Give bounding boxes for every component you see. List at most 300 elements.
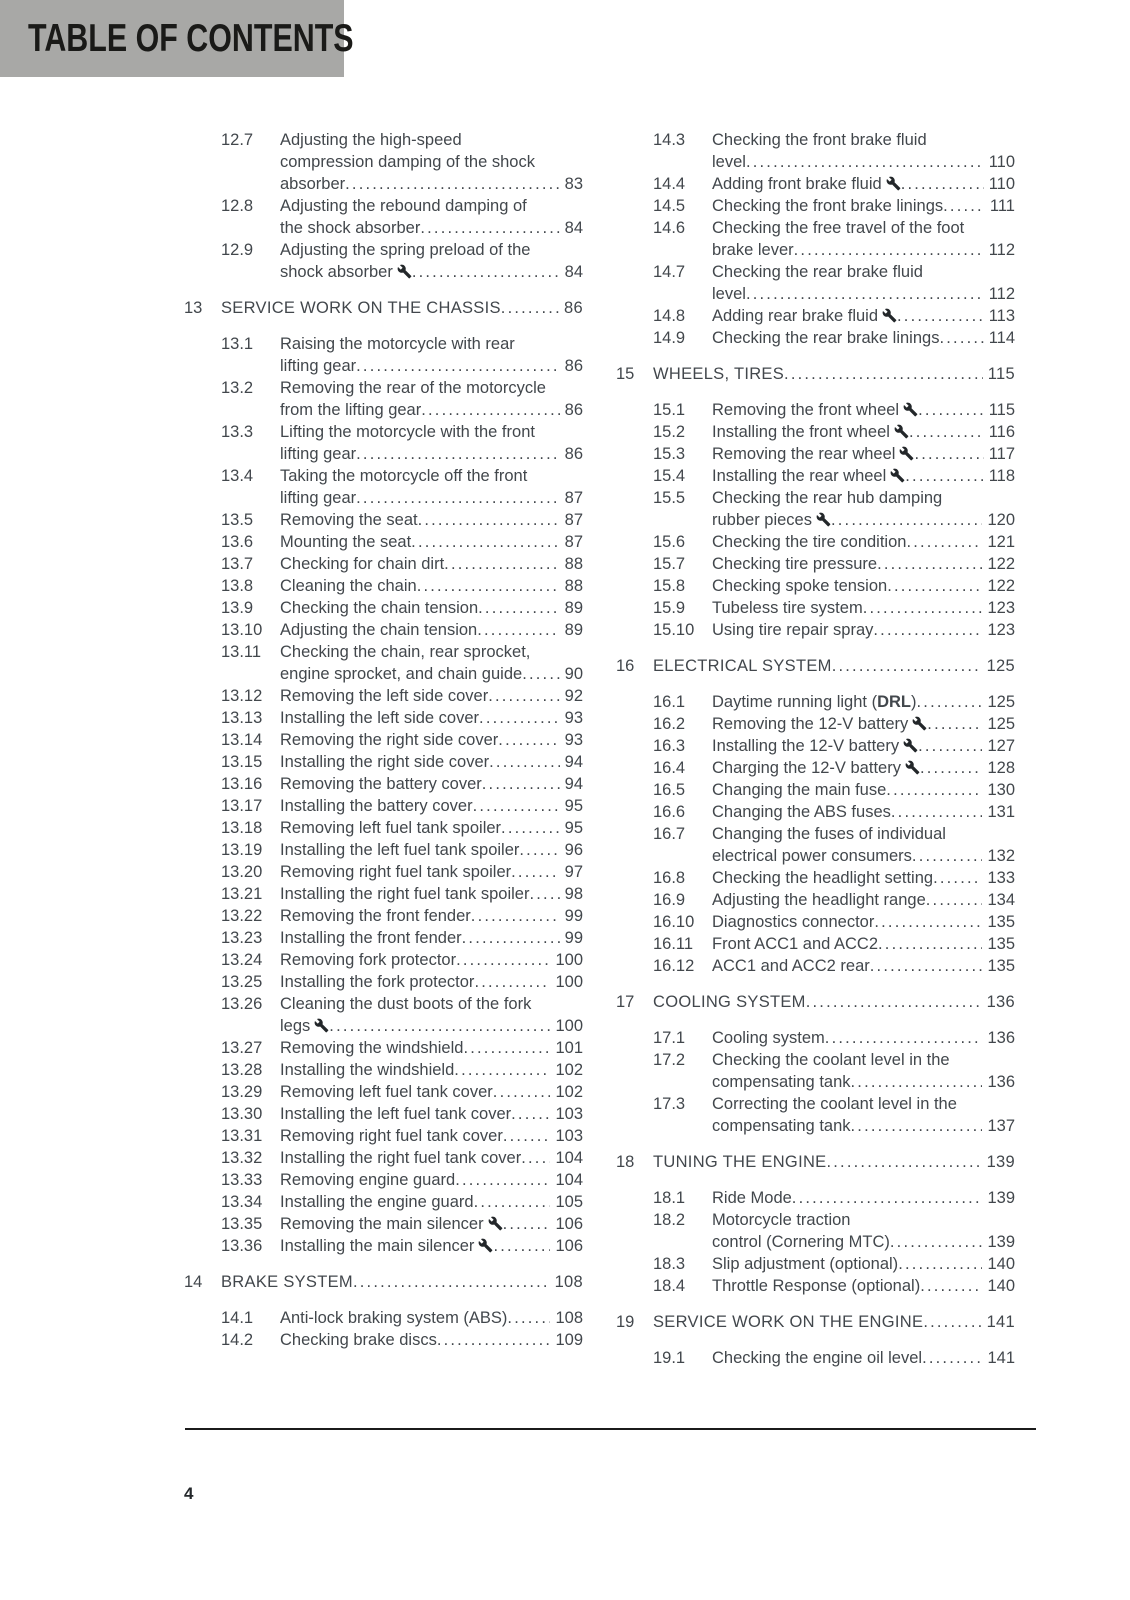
leader-dots bbox=[444, 553, 559, 575]
leader-dots bbox=[474, 1191, 551, 1213]
entry-body bbox=[280, 685, 583, 707]
wrench-icon bbox=[882, 308, 897, 323]
toc-entry bbox=[653, 1027, 1015, 1049]
leader-dots bbox=[437, 1329, 551, 1351]
section-number: 13.36 bbox=[221, 1237, 263, 1255]
toc-entry-line bbox=[712, 1253, 1015, 1275]
page-number: 136 bbox=[987, 1073, 1015, 1091]
entry-body bbox=[280, 993, 583, 1037]
entry-body bbox=[280, 377, 583, 421]
page-number: 137 bbox=[987, 1117, 1015, 1135]
entry-title: Checking the rear brake linings bbox=[712, 329, 940, 347]
entry-title-line: Checking the coolant level in the bbox=[712, 1051, 950, 1069]
page-number: 114 bbox=[988, 329, 1015, 347]
wrench-icon bbox=[894, 424, 909, 439]
page-number: 109 bbox=[555, 1331, 583, 1349]
section-number: 13.28 bbox=[221, 1061, 263, 1079]
entry-title-line: Adjusting the high-speed bbox=[280, 131, 462, 149]
leader-dots bbox=[473, 795, 560, 817]
leader-dots bbox=[477, 619, 559, 641]
entry-body bbox=[712, 1275, 1015, 1297]
toc-entry-line bbox=[712, 1187, 1015, 1209]
entry-title: Installing the front wheel bbox=[712, 421, 909, 443]
leader-dots bbox=[498, 729, 559, 751]
wrench-icon bbox=[478, 1238, 493, 1253]
entry-title: shock absorber bbox=[280, 261, 412, 283]
toc-entry-line bbox=[712, 619, 1015, 641]
page-number: 104 bbox=[555, 1171, 583, 1189]
wrench-icon bbox=[488, 1216, 503, 1231]
leader-dots bbox=[784, 363, 983, 385]
chapter-number: 14 bbox=[184, 1273, 203, 1291]
entry-title: Removing the seat bbox=[280, 511, 418, 529]
toc-entry-line bbox=[712, 691, 1015, 713]
entry-title: Removing left fuel tank spoiler bbox=[280, 819, 502, 837]
toc-entry-line bbox=[280, 773, 583, 795]
toc-entry-line bbox=[280, 663, 583, 685]
leader-dots bbox=[521, 1147, 550, 1169]
section-number: 12.9 bbox=[221, 241, 254, 259]
leader-dots bbox=[920, 757, 983, 779]
entry-title: Removing the left side cover bbox=[280, 687, 489, 705]
entry-body bbox=[280, 509, 583, 531]
toc-entry-line bbox=[280, 905, 583, 927]
chapter-title: TUNING THE ENGINE bbox=[653, 1153, 827, 1171]
leader-dots bbox=[519, 839, 559, 861]
entry-body bbox=[280, 575, 583, 597]
page-number: 139 bbox=[986, 1153, 1015, 1171]
toc-entry-line bbox=[712, 239, 1015, 261]
wrench-icon bbox=[397, 264, 412, 279]
entry-title: Installing the left fuel tank cover bbox=[280, 1105, 512, 1123]
page-number: 110 bbox=[988, 153, 1015, 171]
entry-body bbox=[280, 1235, 583, 1257]
leader-dots bbox=[420, 217, 559, 239]
section-number: 16.2 bbox=[653, 715, 686, 733]
entry-body bbox=[712, 1049, 1015, 1093]
page-number: 141 bbox=[987, 1349, 1015, 1367]
leader-dots bbox=[926, 889, 983, 911]
leader-dots bbox=[863, 597, 983, 619]
leader-dots bbox=[471, 905, 560, 927]
page-number: 135 bbox=[987, 913, 1015, 931]
toc-entry bbox=[653, 933, 1015, 955]
leader-dots bbox=[873, 619, 982, 641]
section-number: 13.5 bbox=[221, 511, 254, 529]
toc-entry bbox=[653, 867, 1015, 889]
entry-title: Checking the chain tension bbox=[280, 599, 479, 617]
entry-body bbox=[280, 195, 583, 239]
page-number: 123 bbox=[987, 621, 1015, 639]
leader-dots bbox=[356, 443, 560, 465]
page-number: 87 bbox=[564, 489, 583, 507]
entry-body bbox=[280, 1307, 583, 1329]
toc-entry-line bbox=[280, 399, 583, 421]
entry-title: Removing engine guard bbox=[280, 1171, 456, 1189]
toc-entry-line bbox=[712, 151, 1015, 173]
toc-entry-line bbox=[712, 597, 1015, 619]
toc-entry-line bbox=[712, 1275, 1015, 1297]
toc-column-right bbox=[616, 129, 1015, 1369]
toc-entry bbox=[221, 1147, 583, 1169]
toc-entry bbox=[221, 1169, 583, 1191]
entry-body bbox=[712, 443, 1015, 465]
entry-body bbox=[712, 757, 1015, 779]
entry-title: Removing the 12-V battery bbox=[712, 713, 927, 735]
section-number: 13.15 bbox=[221, 753, 263, 771]
entry-title: Removing left fuel tank cover bbox=[280, 1083, 493, 1101]
section-number: 13.14 bbox=[221, 731, 263, 749]
toc-entry-line bbox=[280, 1081, 583, 1103]
toc-chapter bbox=[616, 1151, 1015, 1173]
toc-entry bbox=[653, 619, 1015, 641]
toc-entry bbox=[653, 735, 1015, 757]
section-number: 16.4 bbox=[653, 759, 686, 777]
page-number: 125 bbox=[986, 657, 1015, 675]
page-number: 111 bbox=[989, 197, 1015, 215]
section-number: 13.19 bbox=[221, 841, 263, 859]
leader-dots bbox=[482, 773, 560, 795]
leader-dots bbox=[462, 927, 560, 949]
section-number: 17.2 bbox=[653, 1051, 686, 1069]
entry-body bbox=[712, 1093, 1015, 1137]
section-number: 13.24 bbox=[221, 951, 263, 969]
page-number: 135 bbox=[987, 957, 1015, 975]
leader-dots bbox=[522, 663, 559, 685]
entry-title: lifting gear bbox=[280, 489, 357, 507]
toc-entry-line bbox=[280, 443, 583, 465]
entry-title: Slip adjustment (optional) bbox=[712, 1255, 899, 1273]
section-number: 14.7 bbox=[653, 263, 686, 281]
page-number: 89 bbox=[564, 599, 583, 617]
toc-entry-line bbox=[712, 305, 1015, 327]
toc-entry bbox=[221, 685, 583, 707]
toc-entry bbox=[221, 949, 583, 971]
entry-body bbox=[280, 1125, 583, 1147]
entry-title: electrical power consumers bbox=[712, 847, 912, 865]
entry-title-line: Adjusting the spring preload of the bbox=[280, 241, 531, 259]
entry-title: Installing the right side cover bbox=[280, 753, 490, 771]
page-number: 93 bbox=[564, 731, 583, 749]
page-number: 94 bbox=[564, 753, 583, 771]
leader-dots bbox=[912, 845, 983, 867]
entry-title: Adjusting the chain tension bbox=[280, 621, 478, 639]
page-number: 100 bbox=[555, 1017, 583, 1035]
entry-title: Charging the 12-V battery bbox=[712, 757, 920, 779]
page-number: 125 bbox=[987, 693, 1015, 711]
entry-title: Daytime running light (DRL) bbox=[712, 693, 917, 711]
leader-dots bbox=[874, 911, 982, 933]
page-number: 131 bbox=[987, 803, 1015, 821]
toc-entry bbox=[221, 927, 583, 949]
entry-body bbox=[280, 1059, 583, 1081]
wrench-icon bbox=[314, 1018, 329, 1033]
entry-body bbox=[280, 1191, 583, 1213]
entry-body bbox=[712, 889, 1015, 911]
page-number: 120 bbox=[987, 511, 1015, 529]
toc-entry-line bbox=[712, 327, 1015, 349]
entry-body bbox=[712, 553, 1015, 575]
toc-entry-line bbox=[712, 867, 1015, 889]
entry-body bbox=[280, 553, 583, 575]
leader-dots bbox=[927, 713, 982, 735]
leader-dots bbox=[918, 399, 984, 421]
page-number: 102 bbox=[555, 1083, 583, 1101]
toc-entry bbox=[221, 129, 583, 195]
toc-entry-line bbox=[712, 173, 1015, 195]
page-number: 112 bbox=[988, 285, 1015, 303]
toc-entry-line bbox=[712, 801, 1015, 823]
page-number: 108 bbox=[555, 1309, 583, 1327]
toc-entry bbox=[653, 531, 1015, 553]
toc-entry-line bbox=[280, 1037, 583, 1059]
page-header bbox=[0, 0, 354, 77]
entry-title: Installing the engine guard bbox=[280, 1193, 474, 1211]
toc-entry-line bbox=[280, 927, 583, 949]
page-number: 106 bbox=[555, 1215, 583, 1233]
page-number: 139 bbox=[987, 1233, 1015, 1251]
section-number: 18.2 bbox=[653, 1211, 686, 1229]
section-number: 15.1 bbox=[653, 401, 686, 419]
page-number: 128 bbox=[987, 759, 1015, 777]
toc-entry-line bbox=[280, 707, 583, 729]
section-number: 18.3 bbox=[653, 1255, 686, 1273]
section-number: 19.1 bbox=[653, 1349, 686, 1367]
toc-entry bbox=[221, 707, 583, 729]
entry-title: Ride Mode bbox=[712, 1189, 792, 1207]
entry-body bbox=[280, 927, 583, 949]
toc-entry bbox=[221, 531, 583, 553]
leader-dots bbox=[914, 443, 983, 465]
entry-title: Installing the left side cover bbox=[280, 709, 480, 727]
toc-entry bbox=[653, 801, 1015, 823]
entry-title-line: Correcting the coolant level in the bbox=[712, 1095, 957, 1113]
section-number: 14.2 bbox=[221, 1331, 254, 1349]
entry-title: Installing the 12-V battery bbox=[712, 735, 918, 757]
page-number: 93 bbox=[564, 709, 583, 727]
section-number: 14.1 bbox=[221, 1309, 254, 1327]
entry-body bbox=[280, 129, 583, 195]
entry-title: Checking the engine oil level bbox=[712, 1349, 923, 1367]
section-number: 13.4 bbox=[221, 467, 254, 485]
entry-body bbox=[712, 399, 1015, 421]
leader-dots bbox=[920, 1275, 982, 1297]
entry-body bbox=[712, 955, 1015, 977]
page-number: 86 bbox=[564, 357, 583, 375]
entry-title: Removing the battery cover bbox=[280, 775, 482, 793]
page-number: 97 bbox=[564, 863, 583, 881]
section-number: 13.35 bbox=[221, 1215, 263, 1233]
entry-title: Throttle Response (optional) bbox=[712, 1277, 921, 1295]
toc-entry-line bbox=[653, 363, 1015, 385]
page-number: 98 bbox=[564, 885, 583, 903]
entry-body bbox=[280, 817, 583, 839]
leader-dots bbox=[418, 509, 560, 531]
leader-dots bbox=[454, 1059, 550, 1081]
toc-entry-line bbox=[280, 217, 583, 239]
entry-body bbox=[280, 795, 583, 817]
leader-dots bbox=[877, 553, 982, 575]
page-number: 104 bbox=[555, 1149, 583, 1167]
wrench-icon bbox=[886, 176, 901, 191]
page-number: 87 bbox=[564, 533, 583, 551]
leader-dots bbox=[511, 1103, 550, 1125]
toc-chapter bbox=[616, 1311, 1015, 1333]
section-number: 15.7 bbox=[653, 555, 686, 573]
section-number: 16.11 bbox=[653, 935, 694, 953]
toc-entry bbox=[221, 905, 583, 927]
page-number: 99 bbox=[564, 929, 583, 947]
entry-title-line: Changing the fuses of individual bbox=[712, 825, 946, 843]
toc-entry bbox=[653, 1209, 1015, 1253]
toc-entry bbox=[653, 889, 1015, 911]
toc-entry-line bbox=[712, 553, 1015, 575]
section-number: 13.23 bbox=[221, 929, 263, 947]
leader-dots bbox=[421, 399, 559, 421]
entry-body bbox=[712, 735, 1015, 757]
leader-dots bbox=[479, 707, 560, 729]
toc-entry bbox=[221, 597, 583, 619]
toc-entry-line bbox=[280, 487, 583, 509]
page-number: 116 bbox=[988, 423, 1015, 441]
page-number: 122 bbox=[987, 577, 1015, 595]
leader-dots bbox=[503, 1213, 551, 1235]
section-number: 12.7 bbox=[221, 131, 254, 149]
page-number: 100 bbox=[555, 951, 583, 969]
section-number: 13.16 bbox=[221, 775, 263, 793]
section-number: 16.6 bbox=[653, 803, 686, 821]
page-number: 136 bbox=[986, 993, 1015, 1011]
entry-title: Removing the right side cover bbox=[280, 731, 499, 749]
entry-title: control (Cornering MTC) bbox=[712, 1233, 890, 1251]
entry-body bbox=[712, 619, 1015, 641]
page-number: 140 bbox=[987, 1255, 1015, 1273]
entry-body bbox=[712, 691, 1015, 713]
section-number: 13.32 bbox=[221, 1149, 263, 1167]
page-number: 113 bbox=[988, 307, 1015, 325]
toc-entry bbox=[653, 327, 1015, 349]
toc-entry bbox=[653, 779, 1015, 801]
toc-entry bbox=[221, 575, 583, 597]
toc-entry bbox=[221, 619, 583, 641]
section-number: 13.33 bbox=[221, 1171, 263, 1189]
toc-entry bbox=[653, 911, 1015, 933]
page-number: 122 bbox=[987, 555, 1015, 573]
page-number: 130 bbox=[987, 781, 1015, 799]
page-number: 141 bbox=[986, 1313, 1015, 1331]
toc-entry-line bbox=[280, 553, 583, 575]
toc-entry-line bbox=[653, 1151, 1015, 1173]
page-number: 95 bbox=[564, 819, 583, 837]
toc-chapter bbox=[616, 655, 1015, 677]
section-number: 17.1 bbox=[653, 1029, 686, 1047]
leader-dots bbox=[489, 751, 560, 773]
entry-title: Removing right fuel tank cover bbox=[280, 1127, 503, 1145]
section-number: 13.1 bbox=[221, 335, 254, 353]
toc-entry bbox=[221, 839, 583, 861]
toc-entry bbox=[221, 1081, 583, 1103]
leader-dots bbox=[906, 531, 982, 553]
leader-dots bbox=[411, 531, 559, 553]
toc-entry-line bbox=[280, 173, 583, 195]
footer-divider bbox=[185, 1428, 1036, 1430]
leader-dots bbox=[501, 817, 560, 839]
toc-chapter bbox=[184, 297, 583, 319]
toc-entry bbox=[653, 757, 1015, 779]
leader-dots bbox=[905, 465, 983, 487]
toc-entry-line bbox=[712, 195, 1015, 217]
chapter-title: BRAKE SYSTEM bbox=[221, 1273, 353, 1291]
entry-title: Installing the right fuel tank cover bbox=[280, 1149, 522, 1167]
section-number: 16.10 bbox=[653, 913, 695, 931]
toc-entry-line bbox=[280, 597, 583, 619]
wrench-icon bbox=[905, 760, 920, 775]
leader-dots bbox=[503, 1125, 551, 1147]
entry-title: lifting gear bbox=[280, 445, 357, 463]
leader-dots bbox=[901, 173, 984, 195]
page-number: 112 bbox=[988, 241, 1015, 259]
entry-title: Checking the tire condition bbox=[712, 533, 907, 551]
section-number: 14.5 bbox=[653, 197, 686, 215]
toc-entry-line bbox=[221, 297, 583, 319]
section-number: 13.22 bbox=[221, 907, 263, 925]
section-number: 13.29 bbox=[221, 1083, 263, 1101]
section-number: 15.4 bbox=[653, 467, 686, 485]
leader-dots bbox=[488, 685, 559, 707]
page-number: 115 bbox=[987, 365, 1015, 383]
entry-title: Installing the front fender bbox=[280, 929, 462, 947]
page-number: 86 bbox=[564, 445, 583, 463]
toc-entry bbox=[221, 1191, 583, 1213]
toc-entry bbox=[653, 1187, 1015, 1209]
toc-entry bbox=[221, 195, 583, 239]
leader-dots bbox=[922, 1347, 982, 1369]
page-number: 115 bbox=[988, 401, 1015, 419]
leader-dots bbox=[478, 597, 560, 619]
entry-title: the shock absorber bbox=[280, 219, 421, 237]
entry-body bbox=[280, 1169, 583, 1191]
toc-entry-line bbox=[280, 729, 583, 751]
wrench-icon bbox=[903, 738, 918, 753]
section-number: 13.10 bbox=[221, 621, 263, 639]
section-number: 16.9 bbox=[653, 891, 686, 909]
entry-body bbox=[712, 173, 1015, 195]
entry-title-line: Lifting the motorcycle with the front bbox=[280, 423, 535, 441]
page-number: 92 bbox=[564, 687, 583, 705]
toc-entry bbox=[653, 465, 1015, 487]
section-number: 17.3 bbox=[653, 1095, 686, 1113]
toc-entry-line bbox=[712, 1231, 1015, 1253]
entry-body bbox=[280, 1329, 583, 1351]
toc-entry bbox=[221, 641, 583, 685]
leader-dots bbox=[890, 1231, 983, 1253]
entry-title: Removing the windshield bbox=[280, 1039, 464, 1057]
page-number: 135 bbox=[987, 935, 1015, 953]
toc-entry-line bbox=[280, 1125, 583, 1147]
entry-body bbox=[280, 531, 583, 553]
leader-dots bbox=[501, 297, 559, 319]
chapter-number: 15 bbox=[616, 365, 635, 383]
chapter-number: 19 bbox=[616, 1313, 635, 1331]
chapter-title: ELECTRICAL SYSTEM bbox=[653, 657, 832, 675]
entry-title: lifting gear bbox=[280, 357, 357, 375]
page-number: 94 bbox=[564, 775, 583, 793]
toc-entry bbox=[653, 399, 1015, 421]
page-number: 99 bbox=[564, 907, 583, 925]
leader-dots bbox=[794, 239, 984, 261]
section-number: 13.7 bbox=[221, 555, 254, 573]
page-number: 136 bbox=[987, 1029, 1015, 1047]
